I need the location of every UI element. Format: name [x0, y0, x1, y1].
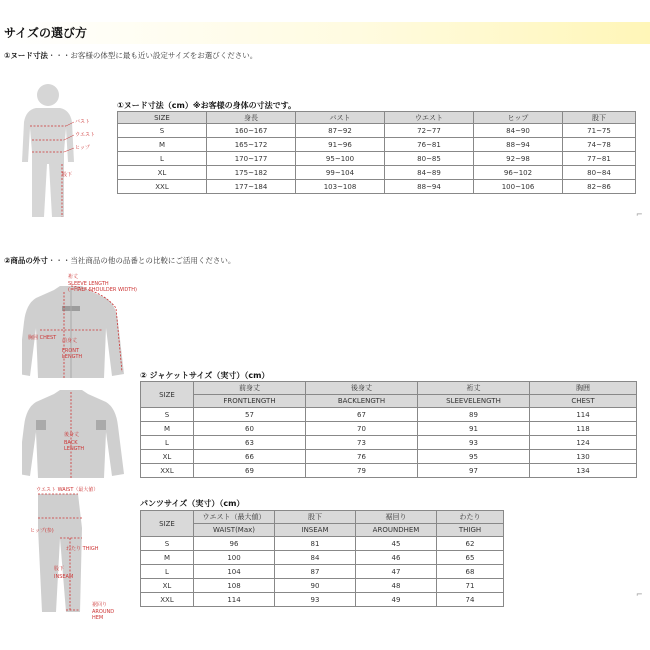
pants-cell: 48 [356, 579, 437, 593]
nude-header-hip: ヒップ [474, 112, 563, 124]
label-back-en2: LENGTH [64, 446, 85, 452]
pants-row [141, 551, 504, 565]
pants-cell: 84 [275, 551, 356, 565]
label-back-en1: BACK [64, 440, 78, 446]
jacket-cell: 91 [418, 422, 530, 436]
nude-cell: 72~77 [385, 124, 474, 138]
label-sleeve-en2: (=HALF SHOULDER WIDTH) [68, 287, 137, 293]
product-note-tail: ・・・当社商品の他の品番との比較にご活用ください。 [47, 256, 236, 265]
nude-row [118, 138, 636, 152]
jacket-cell: 70 [306, 422, 418, 436]
nude-cell: 84~89 [385, 166, 474, 180]
pants-cell: 71 [437, 579, 504, 593]
nude-row [118, 166, 636, 180]
label-inseam: 股下 [62, 172, 73, 178]
label-hem-en1: AROUND [92, 609, 115, 615]
jacket-table-caption: ② ジャケットサイズ（実寸）（cm） [140, 371, 270, 380]
pants-cell: 65 [437, 551, 504, 565]
page-title: サイズの選び方 [4, 26, 88, 40]
nude-cell: 76~81 [385, 138, 474, 152]
nude-header-bust: バスト [296, 112, 385, 124]
nude-cell: 100~106 [474, 180, 563, 194]
body-silhouette [18, 82, 100, 222]
jacket-row [141, 450, 637, 464]
jacket-front-silhouette [22, 282, 132, 382]
nude-row [118, 152, 636, 166]
pants-cell: 62 [437, 537, 504, 551]
pants-row [141, 565, 504, 579]
label-hem-jp: 裾回り [92, 602, 108, 608]
pants-cell: 49 [356, 593, 437, 607]
nude-cell: 170~177 [207, 152, 296, 166]
pants-cell: 46 [356, 551, 437, 565]
jacket-row [141, 436, 637, 450]
nude-cell: 88~94 [474, 138, 563, 152]
label-inseam-en: INSEAM [54, 574, 74, 580]
label-waist-max: ウエスト WAIST（最大値） [36, 487, 99, 493]
jacket-cell: 118 [530, 422, 637, 436]
pants-cell: 104 [194, 565, 275, 579]
jacket-cell: 93 [418, 436, 530, 450]
pants-header-thigh-jp: わたり [437, 511, 504, 524]
nude-header-inseam: 股下 [563, 112, 636, 124]
jacket-header-back-jp: 後身丈 [306, 382, 418, 395]
nude-row [118, 124, 636, 138]
pants-cell: 87 [275, 565, 356, 579]
product-note [4, 255, 235, 266]
pants-row [141, 579, 504, 593]
pants-header-waist-en: WAIST(Max) [194, 524, 275, 537]
pants-cell-size: L [141, 565, 194, 579]
jacket-cell: 79 [306, 464, 418, 478]
nude-cell: 80~85 [385, 152, 474, 166]
nude-cell: 74~78 [563, 138, 636, 152]
label-waist: ウエスト [75, 132, 96, 138]
jacket-cell-size: L [141, 436, 194, 450]
pants-header-waist-jp: ウエスト（最大値） [194, 511, 275, 524]
nude-header-waist: ウエスト [385, 112, 474, 124]
pants-cell-size: XL [141, 579, 194, 593]
pants-cell: 108 [194, 579, 275, 593]
nude-cell: 95~100 [296, 152, 385, 166]
nude-row [118, 180, 636, 194]
label-hem-en2: HEM [92, 615, 104, 621]
nude-cell: 82~86 [563, 180, 636, 194]
pants-cell-size: XXL [141, 593, 194, 607]
pants-cell: 68 [437, 565, 504, 579]
nude-cell-size: S [118, 124, 207, 138]
pants-header-inseam-en: INSEAM [275, 524, 356, 537]
pants-row [141, 593, 504, 607]
corner-mark: ⌐ [636, 210, 643, 219]
product-note-head: ②商品の外寸 [4, 256, 48, 265]
pants-table-caption: パンツサイズ（実寸）（cm） [140, 499, 245, 508]
corner-mark: ⌐ [636, 590, 643, 599]
pants-cell: 100 [194, 551, 275, 565]
nude-cell: 71~75 [563, 124, 636, 138]
nude-cell: 177~184 [207, 180, 296, 194]
nude-cell: 91~96 [296, 138, 385, 152]
jacket-header-front-en: FRONTLENGTH [194, 395, 306, 408]
label-thigh: わたり THIGH [66, 546, 99, 552]
pants-cell-size: M [141, 551, 194, 565]
jacket-cell: 69 [194, 464, 306, 478]
nude-cell-size: L [118, 152, 207, 166]
label-front-en1: FRONT [62, 348, 80, 354]
pants-cell: 81 [275, 537, 356, 551]
jacket-cell: 63 [194, 436, 306, 450]
pants-header-size: SIZE [141, 511, 194, 537]
jacket-row [141, 408, 637, 422]
nude-cell-size: XL [118, 166, 207, 180]
jacket-cell: 67 [306, 408, 418, 422]
label-inseam-jp: 股下 [54, 566, 65, 572]
pants-cell: 47 [356, 565, 437, 579]
jacket-row [141, 422, 637, 436]
jacket-cell-size: M [141, 422, 194, 436]
jacket-cell: 73 [306, 436, 418, 450]
pants-header-inseam-jp: 股下 [275, 511, 356, 524]
nude-cell-size: M [118, 138, 207, 152]
jacket-cell: 76 [306, 450, 418, 464]
label-back-jp: 後身丈 [64, 432, 80, 438]
jacket-header-sleeve-en: SLEEVELENGTH [418, 395, 530, 408]
label-bust: バスト [75, 119, 91, 125]
nude-cell: 96~102 [474, 166, 563, 180]
label-hip: ヒップ [75, 145, 90, 151]
nude-cell: 77~81 [563, 152, 636, 166]
jacket-cell: 97 [418, 464, 530, 478]
pants-cell: 93 [275, 593, 356, 607]
jacket-cell: 130 [530, 450, 637, 464]
jacket-cell: 60 [194, 422, 306, 436]
label-sleeve-en1: SLEEVE LENGTH [68, 281, 109, 287]
nude-cell: 87~92 [296, 124, 385, 138]
jacket-cell: 57 [194, 408, 306, 422]
nude-cell: 160~167 [207, 124, 296, 138]
jacket-cell-size: S [141, 408, 194, 422]
jacket-row [141, 464, 637, 478]
jacket-cell-size: XXL [141, 464, 194, 478]
jacket-header-back-en: BACKLENGTH [306, 395, 418, 408]
nude-cell: 165~172 [207, 138, 296, 152]
nude-note-head: ①ヌード寸法 [4, 51, 48, 60]
jacket-cell: 66 [194, 450, 306, 464]
label-front-en2: LENGTH [62, 354, 83, 360]
label-chest: 胸囲 CHEST [28, 335, 57, 341]
nude-header-size: SIZE [118, 112, 207, 124]
title-band [0, 22, 650, 44]
pants-header-hem-jp: 裾回り [356, 511, 437, 524]
label-sleeve-jp: 裄丈 [68, 274, 79, 280]
nude-note [4, 50, 257, 61]
jacket-header-chest-jp: 胸囲 [530, 382, 637, 395]
pants-cell: 96 [194, 537, 275, 551]
jacket-header-front-jp: 前身丈 [194, 382, 306, 395]
nude-size-table [117, 111, 636, 194]
nude-cell: 99~104 [296, 166, 385, 180]
label-hip-ref: ヒップ(参) [30, 528, 54, 534]
jacket-size-table [140, 381, 637, 478]
pants-cell: 114 [194, 593, 275, 607]
pants-row [141, 537, 504, 551]
nude-cell: 88~94 [385, 180, 474, 194]
jacket-cell: 89 [418, 408, 530, 422]
nude-cell: 92~98 [474, 152, 563, 166]
jacket-cell-size: XL [141, 450, 194, 464]
pants-cell: 74 [437, 593, 504, 607]
pants-header-thigh-en: THIGH [437, 524, 504, 537]
label-front-jp: 前身丈 [62, 338, 78, 344]
nude-cell: 84~90 [474, 124, 563, 138]
pants-size-table [140, 510, 504, 607]
pants-cell: 45 [356, 537, 437, 551]
jacket-header-sleeve-jp: 裄丈 [418, 382, 530, 395]
nude-table-caption: ①ヌード寸法（cm）※お客様の身体の寸法です。 [117, 101, 296, 110]
pants-silhouette [30, 488, 90, 616]
jacket-cell: 114 [530, 408, 637, 422]
pants-header-hem-en: AROUNDHEM [356, 524, 437, 537]
jacket-cell: 124 [530, 436, 637, 450]
jacket-cell: 134 [530, 464, 637, 478]
nude-cell-size: XXL [118, 180, 207, 194]
jacket-cell: 95 [418, 450, 530, 464]
nude-cell: 175~182 [207, 166, 296, 180]
nude-cell: 103~108 [296, 180, 385, 194]
pants-cell-size: S [141, 537, 194, 551]
jacket-header-chest-en: CHEST [530, 395, 637, 408]
pants-cell: 90 [275, 579, 356, 593]
nude-note-tail: ・・・お客様の体型に最も近い設定サイズをお選びください。 [47, 51, 258, 60]
jacket-header-size: SIZE [141, 382, 194, 408]
nude-cell: 80~84 [563, 166, 636, 180]
nude-header-height: 身長 [207, 112, 296, 124]
